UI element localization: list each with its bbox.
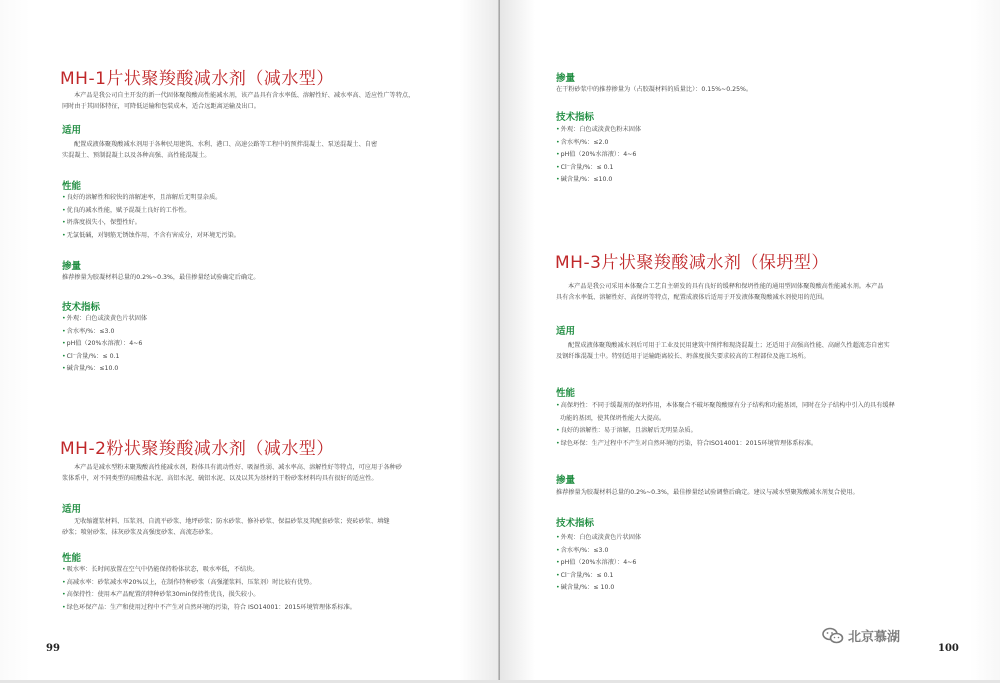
section-head-performance: 性能 <box>556 388 576 399</box>
bullet-dot: • <box>62 591 66 598</box>
list-item: •绿色环保产品：生产和使用过程中不产生对自然环境的污染，符合 ISO14001：2015环境管理体系标准。 <box>62 603 356 611</box>
list-item: •含水率/%：≤3.0 <box>556 546 609 554</box>
product-title-mh2: MH-2粉状聚羧酸减水剂（减水型） <box>60 439 334 459</box>
list-item: •碱含量/%：≤10.0 <box>556 176 613 183</box>
dosage-text-mh3: 推荐掺量为胶凝材料总量的0.2%~0.3%，最佳掺量经试验调整后确定。建议与减水型聚羧酸减水剂复合使用。 <box>556 489 859 496</box>
list-item: •pH值（20%水溶液）：4~6 <box>556 559 637 566</box>
usage-line: 实混凝土、预制混凝土以及各种高强、高性能混凝土。 <box>62 152 211 159</box>
dosage-text-mh1: 推荐掺量为胶凝材料总量的0.2%~0.3%，最佳掺量经试验确定后确定。 <box>62 274 260 281</box>
wechat-icon <box>822 627 844 645</box>
list-item: •坍落度损失小，保塑性好。 <box>62 219 141 226</box>
performance-list-mh1 <box>62 192 240 242</box>
intro-line: 浆体系中，对不同类型的硅酸盐水泥、高铝水泥、硫铝水泥、以及以其为基材的干粉砂浆材料均具有很好的适应性。 <box>62 475 378 482</box>
list-item: •良好的溶解性和较快的溶解速率，且溶解后无明显杂质。 <box>62 194 222 201</box>
wechat-watermark <box>822 626 900 645</box>
list-item: •无氯低碱，对钢筋无锈蚀作用，不含有害成分，对环境无污染。 <box>62 231 240 239</box>
section-head-usage: 适用 <box>556 326 576 337</box>
bullet-dot: • <box>556 163 560 171</box>
product-intro-mh2 <box>62 462 454 484</box>
product-intro-mh3 <box>556 281 948 303</box>
section-head-specs: 技术指标 <box>556 518 595 529</box>
section-head-usage: 适用 <box>62 125 82 136</box>
list-item-continuation: 功能的基团，使其保坍性能大大提高。 <box>560 414 666 422</box>
intro-line: 同时由于其固体特征，可降低运输和包装成本，适合远距离运输及出口。 <box>62 103 260 110</box>
intro-line: 具有含水率低、溶解性好、高保坍等特点，配置成液体后适用于开发液体聚羧酸减水剂使用的范围。 <box>556 294 829 301</box>
section-head-dosage: 掺量 <box>62 261 82 272</box>
list-item: •吸水率：长时间放置在空气中仍能保持粉体状态，吸水率低，不结块。 <box>62 566 259 573</box>
spec-list-mh2 <box>556 124 641 187</box>
list-item: •良好的溶解性：易于溶解，且溶解后无明显杂质。 <box>556 427 697 434</box>
bullet-dot: • <box>62 194 66 201</box>
product-title-mh1: MH-1片状聚羧酸减水剂（减水型） <box>60 69 334 89</box>
list-item: •外观：白色或淡黄色片状固体 <box>556 534 642 541</box>
bullet-dot: • <box>556 151 560 158</box>
bullet-dot: • <box>62 566 66 573</box>
list-item: •Cl⁻含量/%：≤ 0.1 <box>556 163 614 171</box>
dosage-text-mh2: 在干粉砂浆中的推荐掺量为（占胶凝材料的质量比）：0.15%~0.25%。 <box>556 86 753 93</box>
bullet-dot: • <box>556 427 560 434</box>
list-item: •pH值（20%水溶液）：4~6 <box>62 340 143 347</box>
list-item: •碱含量/%：≤10.0 <box>62 365 119 372</box>
bullet-dot: • <box>62 315 66 322</box>
list-item: •碱含量/%：≤ 10.0 <box>556 584 615 591</box>
spec-list-mh3 <box>556 532 641 595</box>
bullet-dot: • <box>556 559 560 566</box>
usage-line: 配置成液体聚羧酸减水剂用于各种民用建筑、水利、港口、高速公路等工程中的预拌混凝土、泵送混凝土、自密 <box>74 141 378 148</box>
intro-line: 本产品是我公司自主开发的新一代固体聚羧酸高性能减水剂，该产品具有含水率低、溶解性好、减水率高、适应性广等特点， <box>74 92 415 99</box>
usage-text-mh3 <box>556 340 948 362</box>
list-item: •含水率/%：≤3.0 <box>62 327 115 335</box>
usage-line: 砂浆；喷射砂浆、抹灰砂浆及高强度砂浆、高流态砂浆。 <box>62 529 217 536</box>
list-item: •绿色环保：生产过程中不产生对自然环境的污染，符合ISO14001：2015环境管理体系标准。 <box>556 439 818 447</box>
list-item: •Cl⁻含量/%：≤ 0.1 <box>556 571 614 579</box>
usage-line: 及钢纤维混凝土中。特别适用于运输距离较长、坍落度损失要求较高的工程部位及施工场所。 <box>556 353 810 360</box>
bullet-dot: • <box>62 231 66 239</box>
intro-line: 本产品是我公司采用本体聚合工艺自主研发的具有良好的缓释和保坍性能的通用型固体聚羧酸高性能减水剂。本产品 <box>568 283 884 290</box>
list-item: •pH值（20%水溶液）：4~6 <box>556 151 637 158</box>
section-head-usage: 适用 <box>62 504 82 515</box>
bullet-dot: • <box>556 571 560 579</box>
section-head-specs: 技术指标 <box>62 302 101 313</box>
product-intro-mh1 <box>62 90 434 112</box>
performance-list-mh2 <box>62 564 356 614</box>
bullet-dot: • <box>556 584 560 591</box>
bullet-dot: • <box>556 402 560 409</box>
bullet-dot: • <box>556 534 560 541</box>
right-page <box>500 0 1000 683</box>
usage-line: 无收缩灌浆材料、压浆剂、自流平砂浆、地坪砂浆；防水砂浆、修补砂浆、保温砂浆及其配套砂浆；瓷砖砂浆、填缝 <box>74 518 390 525</box>
bullet-dot: • <box>62 206 66 214</box>
usage-text-mh2 <box>62 516 454 538</box>
list-item: •高保坍性：不同于缓凝剂的保坍作用，本体聚合不破坏聚羧酸原有分子结构和功能基团，同时在分子结构中引入的具有缓释 <box>556 402 895 409</box>
bullet-dot: • <box>62 578 66 586</box>
list-item: •外观：白色或淡黄色粉末固体 <box>556 126 642 133</box>
bullet-dot: • <box>62 603 66 611</box>
section-head-specs: 技术指标 <box>556 112 595 123</box>
section-head-dosage: 掺量 <box>556 73 576 84</box>
bullet-dot: • <box>556 126 560 133</box>
product-title-mh3: MH-3片状聚羧酸减水剂（保坍型） <box>555 253 829 273</box>
bullet-dot: • <box>62 352 66 360</box>
page-number-right: 100 <box>938 643 959 654</box>
usage-text-mh1 <box>62 139 444 161</box>
bullet-dot: • <box>62 327 66 335</box>
list-item: •含水率/%：≤2.0 <box>556 138 609 146</box>
bullet-dot: • <box>62 340 66 347</box>
bullet-dot: • <box>556 546 560 554</box>
bullet-dot: • <box>556 138 560 146</box>
spec-list-mh1 <box>62 313 147 376</box>
page-number-left: 99 <box>46 643 60 654</box>
bullet-dot: • <box>62 219 66 226</box>
list-item: •优良的减水性能，赋予混凝土良好的工作性。 <box>62 206 191 214</box>
list-item: •高保持性：使用本产品配置的特种砂浆30min保持性优良，损失较小。 <box>62 591 260 598</box>
list-item: •高减水率：砂浆减水率20%以上，在制作特种砂浆（高强灌浆料、压浆剂）时比较有优势。 <box>62 578 316 586</box>
section-head-dosage: 掺量 <box>556 475 576 486</box>
bullet-dot: • <box>556 176 560 183</box>
list-item: •外观：白色或淡黄色片状固体 <box>62 315 148 322</box>
section-head-performance: 性能 <box>62 181 82 192</box>
usage-line: 配置成液体聚羧酸减水剂后可用于工业及民用建筑中预拌和现浇混凝土；还适用于高强高性能、高耐久性超流态自密实 <box>568 342 890 349</box>
list-item: •Cl⁻含量/%：≤ 0.1 <box>62 352 120 360</box>
bullet-dot: • <box>556 439 560 447</box>
bullet-dot: • <box>62 365 66 372</box>
section-head-performance: 性能 <box>62 553 82 564</box>
watermark-text: 北京慕湖 <box>848 630 901 645</box>
performance-list-mh3 <box>556 400 895 450</box>
intro-line: 本产品是减水型粉末聚羧酸高性能减水剂，粉体具有流动性好、吸湿性弱、减水率高、溶解性好等特点，可应用于各种砂 <box>74 464 402 471</box>
